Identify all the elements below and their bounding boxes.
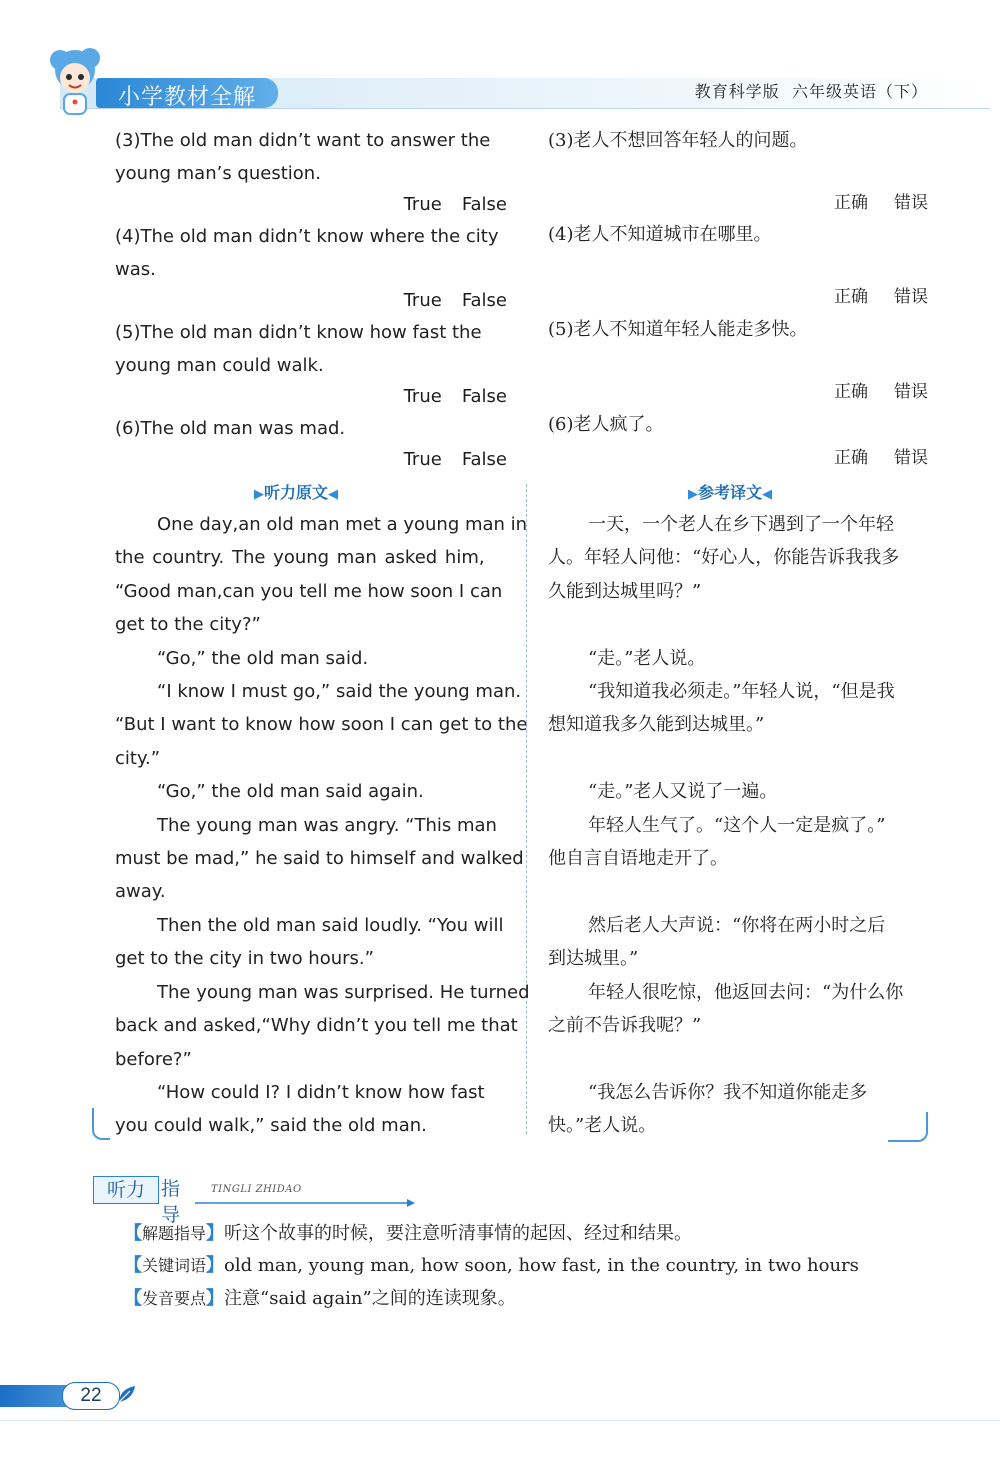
guide-subtitle: TINGLI ZHIDAO xyxy=(211,1184,302,1195)
story-line: 到达城里。” xyxy=(548,948,639,970)
edition: 教育科学版 xyxy=(694,82,780,101)
question-line: (6)The old man was mad. xyxy=(115,418,346,439)
question-line: (5)The old man didn’t know how fast the xyxy=(115,322,482,343)
story-line: “How could I? I didn’t know how fast xyxy=(157,1081,485,1103)
true-option[interactable]: 正确 xyxy=(834,382,868,402)
tip-tag: 关键词语 xyxy=(142,1256,207,1275)
false-option[interactable]: 错误 xyxy=(894,448,928,468)
story-line: 一天，一个老人在乡下遇到了一个年轻 xyxy=(588,514,894,535)
story-line: away. xyxy=(115,881,166,903)
leaf-icon xyxy=(116,1383,138,1405)
tip-tag: 发音要点 xyxy=(142,1289,207,1308)
true-option[interactable]: 正确 xyxy=(834,287,868,307)
question-line: (3)老人不想回答年轻人的问题。 xyxy=(548,130,808,151)
story-line: “Go,” the old man said. xyxy=(157,647,369,669)
questions-zh xyxy=(548,124,928,473)
true-false-options xyxy=(115,190,507,220)
tip-text: 听这个故事的时候，要注意听清事情的起因、经过和结果。 xyxy=(224,1223,693,1244)
tip-keywords: 【关键词语】old man, young man, how soon, how fast, in the country, in two hours xyxy=(124,1255,859,1276)
false-option[interactable]: 错误 xyxy=(894,287,928,307)
tip-pronunciation: 【发音要点】注意“said again”之间的连读现象。 xyxy=(124,1288,516,1309)
story-line: 然后老人大声说：“你将在两小时之后 xyxy=(588,914,886,936)
tip-text: old man, young man, how soon, how fast, in the country, in two hours xyxy=(224,1255,859,1276)
question-line: (3)The old man didn’t want to answer the xyxy=(115,130,491,151)
question-en-5 xyxy=(115,316,507,412)
page-number: 22 xyxy=(62,1382,120,1410)
story-line: 之前不告诉我呢？” xyxy=(548,1015,702,1037)
mascot-icon xyxy=(40,44,110,122)
question-line: (5)老人不知道年轻人能走多快。 xyxy=(548,319,808,340)
story-line: “走。”老人说。 xyxy=(588,647,706,669)
arrow-right-icon xyxy=(195,1198,415,1208)
story-line: you could walk,” said the old man. xyxy=(115,1115,427,1137)
question-zh-5 xyxy=(548,313,928,408)
question-line: young man could walk. xyxy=(115,355,324,376)
story-line: One day,an old man met a young man in xyxy=(157,514,528,535)
true-false-options xyxy=(115,445,507,475)
true-option[interactable]: True xyxy=(403,290,442,311)
story-line: city.” xyxy=(115,747,161,769)
false-option[interactable]: False xyxy=(461,194,507,215)
story-line: “But I want to know how soon I can get to the xyxy=(115,714,528,736)
questions-en xyxy=(115,124,507,475)
guide-title-text: 指导 xyxy=(161,1178,181,1226)
story-line: 他自言自语地走开了。 xyxy=(548,848,728,870)
story-line: “Good man,can you tell me how soon I can xyxy=(115,580,503,602)
question-zh-6 xyxy=(548,408,928,473)
story-line: get to the city?” xyxy=(115,614,261,636)
false-option[interactable]: 错误 xyxy=(894,382,928,402)
true-false-options xyxy=(548,188,928,218)
bracket-left xyxy=(92,1108,110,1140)
question-zh-4 xyxy=(548,218,928,313)
true-option[interactable]: True xyxy=(403,386,442,407)
bracket-right xyxy=(888,1112,928,1142)
true-option[interactable]: True xyxy=(403,449,442,470)
true-option[interactable]: True xyxy=(403,194,442,215)
story-line: “我怎么告诉你？我不知道你能走多 xyxy=(588,1081,868,1103)
tip-text: 注意“said again”之间的连读现象。 xyxy=(224,1288,516,1309)
true-option[interactable]: 正确 xyxy=(834,448,868,468)
story-line: “走。”老人又说了一遍。 xyxy=(588,781,778,803)
question-en-6 xyxy=(115,412,507,475)
story-line: back and asked,“Why didn’t you tell me that xyxy=(115,1015,518,1037)
true-false-options xyxy=(115,286,507,316)
true-false-options xyxy=(115,382,507,412)
true-false-options xyxy=(548,443,928,473)
reference-translation-text xyxy=(548,508,928,1143)
story-line: The young man was angry. “This man xyxy=(157,814,497,836)
false-option[interactable]: False xyxy=(461,290,507,311)
false-option[interactable]: 错误 xyxy=(894,193,928,213)
false-option[interactable]: False xyxy=(461,449,507,470)
question-line: young man’s question. xyxy=(115,163,321,184)
question-en-3 xyxy=(115,124,507,220)
chevron-left-icon: ◀ xyxy=(328,487,339,502)
listening-original-title: ▶听力原文◀ xyxy=(254,483,339,502)
story-line: 久能到达城里吗？” xyxy=(548,580,702,602)
true-false-options xyxy=(548,377,928,407)
story-line: 年轻人生气了。“这个人一定是疯了。” xyxy=(588,814,886,836)
grade-subject: 六年级英语（下） xyxy=(791,82,928,101)
question-line: was. xyxy=(115,259,156,280)
chevron-right-icon: ▶ xyxy=(688,487,698,502)
question-line: (4)老人不知道城市在哪里。 xyxy=(548,224,772,245)
column-divider xyxy=(526,484,527,1134)
chevron-right-icon: ▶ xyxy=(254,487,264,502)
chevron-left-icon: ◀ xyxy=(762,487,773,502)
story-line: 想知道我多久能到达城里。” xyxy=(548,714,765,736)
true-option[interactable]: 正确 xyxy=(834,193,868,213)
question-en-4 xyxy=(115,220,507,316)
reference-translation-title: ▶参考译文◀ xyxy=(688,483,773,502)
true-false-options xyxy=(548,282,928,312)
tip-solving: 【解题指导】听这个故事的时候，要注意听清事情的起因、经过和结果。 xyxy=(124,1223,693,1244)
story-line: get to the city in two hours.” xyxy=(115,948,374,970)
story-line: 年轻人很吃惊，他返回去问：“为什么你 xyxy=(588,981,904,1003)
story-line: “I know I must go,” said the young man. xyxy=(157,681,522,703)
story-line: before?” xyxy=(115,1048,192,1070)
false-option[interactable]: False xyxy=(461,386,507,407)
story-line: 快。”老人说。 xyxy=(548,1115,657,1137)
footer-line xyxy=(0,1420,1000,1421)
story-line: the country. The young man asked him, xyxy=(115,547,485,569)
question-line: (4)The old man didn’t know where the city xyxy=(115,226,499,247)
tip-tag: 解题指导 xyxy=(142,1224,207,1243)
story-line: Then the old man said loudly. “You will xyxy=(157,914,504,936)
brand-title: 小学教材全解 xyxy=(118,85,257,110)
story-line: The young man was surprised. He turned xyxy=(157,981,530,1003)
question-zh-3 xyxy=(548,124,928,218)
guide-title-box: 听力 xyxy=(93,1176,159,1204)
question-line: (6)老人疯了。 xyxy=(548,414,664,435)
story-line: “我知道我必须走。”年轻人说，“但是我 xyxy=(588,681,895,703)
listening-original-text xyxy=(115,508,530,1143)
story-line: 人。年轻人问他：“好心人，你能告诉我我多 xyxy=(548,547,900,569)
story-line: must be mad,” he said to himself and walked xyxy=(115,848,524,870)
edition-info xyxy=(695,79,928,102)
story-line: “Go,” the old man said again. xyxy=(157,781,424,803)
